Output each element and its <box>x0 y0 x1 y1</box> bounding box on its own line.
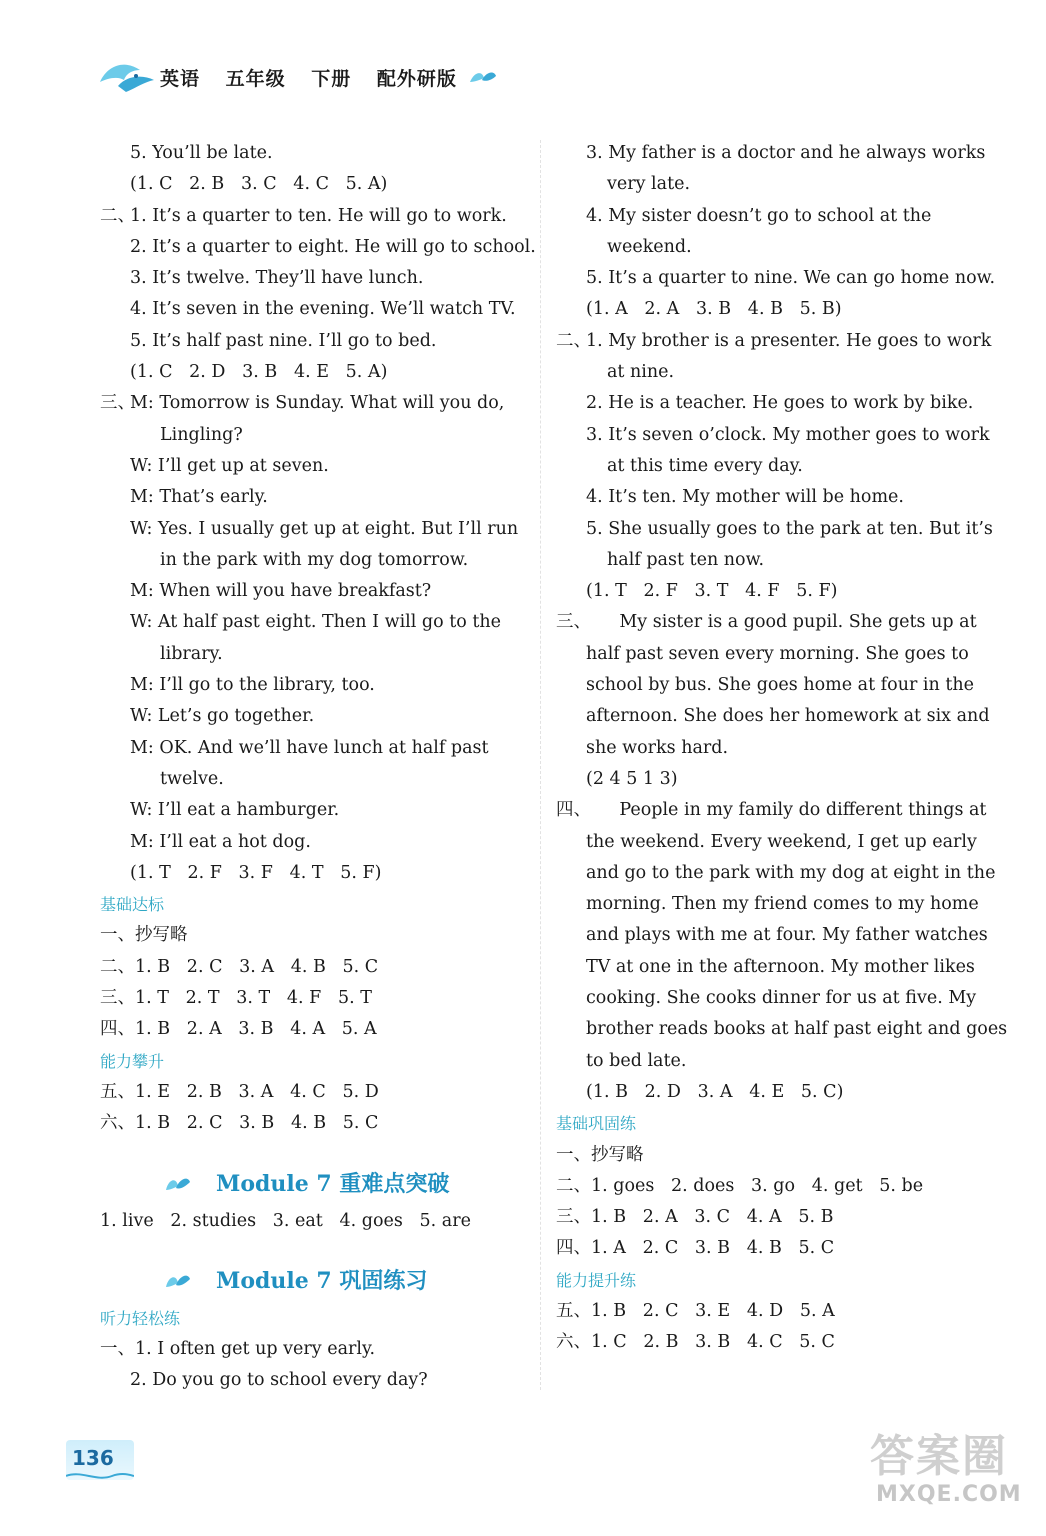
answer-text: 二、1. goes 2. does 3. go 4. get 5. be <box>556 1175 924 1196</box>
answer-line <box>100 733 525 764</box>
answer-line <box>100 920 525 951</box>
answer-text: 5. You’ll be late. <box>130 143 273 163</box>
bird-logo-icon <box>96 56 156 98</box>
answer-line <box>100 169 525 200</box>
answer-text: 4. It’s ten. My mother will be home. <box>586 487 904 508</box>
answer-line <box>100 827 525 858</box>
right-column <box>556 138 1008 1359</box>
answer-line <box>556 607 980 638</box>
answer-line <box>556 482 980 513</box>
answer-text: 四、1. A 2. C 3. B 4. B 5. C <box>556 1238 835 1259</box>
question-label: 二、 <box>556 330 591 351</box>
answer-line <box>556 1202 980 1233</box>
answer-line <box>556 952 980 983</box>
answer-line <box>100 357 525 388</box>
answer-text: 五、1. E 2. B 3. A 4. C 5. D <box>100 1081 379 1102</box>
answer-line <box>556 1046 980 1077</box>
answer-line <box>100 263 525 294</box>
answer-text: 5. It’s half past nine. I’ll go to bed. <box>130 330 437 351</box>
answer-text: M: OK. And we’ll have lunch at half past <box>130 737 489 758</box>
answer-text: 三、1. B 2. A 3. C 4. A 5. B <box>556 1207 834 1228</box>
question-label: 二、 <box>100 205 135 226</box>
answer-text: library. <box>160 643 223 664</box>
answer-text: 2. Do you go to school every day? <box>130 1370 428 1391</box>
module-heading-text: Module 7 重难点突破 <box>216 1170 450 1197</box>
answer-line <box>100 1334 525 1365</box>
answer-line <box>556 326 992 357</box>
answer-line <box>556 545 980 576</box>
answer-line <box>100 545 525 576</box>
answer-text: M: I’ll eat a hot dog. <box>130 831 311 852</box>
answer-text: 2. He is a teacher. He goes to work by bike. <box>586 393 974 414</box>
module-heading <box>100 1259 525 1303</box>
book-title <box>160 64 475 91</box>
page-number: 136 <box>72 1446 114 1470</box>
column-divider <box>540 140 541 1390</box>
grade: 五年级 <box>225 68 286 90</box>
answer-line <box>556 576 980 607</box>
answer-text: W: Yes. I usually get up at eight. But I’ll run <box>130 518 519 539</box>
answer-text: (2 4 5 1 3) <box>586 768 678 789</box>
answer-text: half past ten now. <box>607 549 765 570</box>
answer-line <box>100 420 525 451</box>
answer-line <box>556 451 980 482</box>
answer-text: (1. C 2. D 3. B 4. E 5. A) <box>130 362 388 383</box>
answer-line <box>556 858 996 889</box>
answer-text: brother reads books at half past eight and goes <box>586 1019 1008 1040</box>
subject: 英语 <box>160 68 201 90</box>
answer-line <box>100 983 525 1014</box>
answer-text: M: That’s early. <box>130 487 268 508</box>
answer-text: M: I’ll go to the library, too. <box>130 675 375 696</box>
answer-line <box>556 201 980 232</box>
answer-text: at nine. <box>607 362 675 383</box>
answer-text: (1. T 2. F 3. T 4. F 5. F) <box>586 581 838 602</box>
watermark-url: MXQE.COM <box>876 1482 1022 1507</box>
answer-text: 六、1. B 2. C 3. B 4. B 5. C <box>100 1113 379 1134</box>
answer-text: she works hard. <box>586 737 729 758</box>
question-label: 三、 <box>556 612 591 633</box>
answer-text: at this time every day. <box>607 455 803 476</box>
answer-text: 三、1. T 2. T 3. T 4. F 5. T <box>100 988 372 1009</box>
question-label: 三、 <box>100 393 135 414</box>
answer-text: W: I’ll eat a hamburger. <box>130 800 340 821</box>
answer-line <box>556 1140 980 1171</box>
answer-line <box>556 1233 980 1264</box>
answer-line <box>100 607 525 638</box>
answer-line <box>556 1327 980 1358</box>
answer-text: very late. <box>607 174 691 195</box>
answer-text: 二、1. B 2. C 3. A 4. B 5. C <box>100 956 379 977</box>
answer-text: Lingling? <box>160 424 243 445</box>
answer-text: 5. It’s a quarter to nine. We can go home now. <box>586 268 996 289</box>
answer-text: 1. My brother is a presenter. He goes to work <box>586 330 992 351</box>
wave-ornament-icon <box>66 1470 134 1482</box>
answer-text: half past seven every morning. She goes to <box>586 643 969 664</box>
answer-line <box>556 232 980 263</box>
answer-line <box>556 357 980 388</box>
answer-line <box>556 920 988 951</box>
answer-line <box>100 232 536 263</box>
answer-text: (1. A 2. A 3. B 4. B 5. B) <box>586 299 842 320</box>
answer-line <box>100 1077 525 1108</box>
leaf-icon <box>164 1174 192 1194</box>
section-label: 基础巩固练 <box>556 1114 637 1134</box>
answer-line <box>100 388 525 419</box>
answer-text: 一、抄写略 <box>556 1144 644 1165</box>
answer-text: 1. live 2. studies 3. eat 4. goes 5. are <box>100 1210 471 1231</box>
answer-line <box>556 420 990 451</box>
answer-line <box>556 795 987 826</box>
answer-text: My sister is a good pupil. She gets up at <box>586 612 977 633</box>
answer-line <box>100 795 525 826</box>
answer-text: 四、1. B 2. A 3. B 4. A 5. A <box>100 1019 377 1040</box>
answer-line <box>556 889 980 920</box>
section-label: 能力提升练 <box>556 1270 637 1290</box>
answer-line <box>556 639 980 670</box>
left-column <box>100 138 536 1397</box>
answer-text: 3. My father is a doctor and he always works <box>586 143 986 163</box>
answer-line <box>556 169 980 200</box>
answer-text: and go to the park with my dog at eight in the <box>586 862 996 883</box>
answer-text: weekend. <box>607 236 692 257</box>
answer-text: in the park with my dog tomorrow. <box>160 549 469 570</box>
answer-text: school by bus. She goes home at four in the <box>586 675 974 696</box>
answer-text: W: Let’s go together. <box>130 706 315 727</box>
answer-text: (1. C 2. B 3. C 4. C 5. A) <box>130 174 388 195</box>
watermark <box>870 1420 1020 1520</box>
answer-text: 2. It’s a quarter to eight. He will go to school. <box>130 236 536 257</box>
answer-text: 4. My sister doesn’t go to school at the <box>586 205 932 226</box>
spacer <box>100 1140 525 1162</box>
answer-text: 六、1. C 2. B 3. B 4. C 5. C <box>556 1332 835 1353</box>
answer-text: the weekend. Every weekend, I get up early <box>586 831 977 852</box>
section-label: 基础达标 <box>100 895 165 915</box>
answer-line <box>100 201 525 232</box>
answer-text: 3. It’s twelve. They’ll have lunch. <box>130 268 424 289</box>
answer-text: W: At half past eight. Then I will go to the <box>130 612 502 633</box>
answer-line <box>556 1077 980 1108</box>
answer-line <box>100 576 525 607</box>
answer-line <box>556 827 980 858</box>
answer-line <box>556 701 990 732</box>
answer-line <box>100 451 525 482</box>
answer-text: M: When will you have breakfast? <box>130 581 432 602</box>
answer-line <box>100 1108 525 1139</box>
answer-line <box>100 1365 525 1396</box>
answer-line <box>556 733 980 764</box>
answer-text: 1. It’s a quarter to ten. He will go to work. <box>130 205 507 226</box>
answer-text: to bed late. <box>586 1050 687 1071</box>
answer-line <box>100 858 525 889</box>
answer-line <box>556 388 980 419</box>
answer-text: 4. It’s seven in the evening. We’ll watch TV. <box>130 299 516 320</box>
spacer <box>100 1237 525 1259</box>
answer-line <box>556 514 993 545</box>
leaf-ornament-icon <box>468 68 498 88</box>
answer-line <box>556 138 986 169</box>
answer-text: 五、1. B 2. C 3. E 4. D 5. A <box>556 1300 835 1321</box>
answer-line <box>100 294 525 325</box>
answer-text: afternoon. She does her homework at six and <box>586 706 990 727</box>
answer-line <box>100 326 525 357</box>
answer-line <box>556 263 996 294</box>
answer-line <box>100 701 525 732</box>
answer-line <box>556 1014 1008 1045</box>
answer-line <box>100 952 525 983</box>
answer-text: morning. Then my friend comes to my home <box>586 894 979 915</box>
answer-text: W: I’ll get up at seven. <box>130 455 329 476</box>
answer-text: 一、1. I often get up very early. <box>100 1339 376 1360</box>
answer-line <box>100 482 525 513</box>
answer-line <box>100 514 525 545</box>
answer-text: twelve. <box>160 768 224 789</box>
volume: 下册 <box>311 68 352 90</box>
watermark-logo-text: 答案圈 <box>870 1431 1008 1482</box>
answer-line <box>100 764 525 795</box>
answer-text: and plays with me at four. My father watches <box>586 925 988 946</box>
page-number-badge <box>66 1440 134 1480</box>
answer-line <box>556 294 980 325</box>
answer-line <box>556 1171 980 1202</box>
answer-line <box>100 1206 525 1237</box>
answer-text: People in my family do different things at <box>586 800 987 821</box>
edition: 配外研版 <box>376 68 457 90</box>
module-heading <box>100 1162 525 1206</box>
answer-line <box>100 670 525 701</box>
answer-text: 3. It’s seven o’clock. My mother goes to work <box>586 424 990 445</box>
answer-text: 一、抄写略 <box>100 925 188 946</box>
answer-line <box>100 138 525 169</box>
answer-line <box>100 1014 525 1045</box>
answer-line <box>556 1296 980 1327</box>
section-label: 听力轻松练 <box>100 1308 181 1328</box>
answer-text: 5. She usually goes to the park at ten. But it’s <box>586 518 993 539</box>
answer-text: (1. T 2. F 3. F 4. T 5. F) <box>130 862 382 883</box>
answer-line <box>556 764 980 795</box>
answer-text: cooking. She cooks dinner for us at five. My <box>586 988 977 1009</box>
module-heading-text: Module 7 巩固练习 <box>216 1267 428 1294</box>
section-label: 能力攀升 <box>100 1051 165 1071</box>
answer-text: M: Tomorrow is Sunday. What will you do, <box>130 393 505 414</box>
answer-text: (1. B 2. D 3. A 4. E 5. C) <box>586 1081 844 1102</box>
answer-line <box>556 670 980 701</box>
answer-text: TV at one in the afternoon. My mother likes <box>586 956 975 977</box>
page-header <box>96 56 536 100</box>
question-label: 四、 <box>556 800 591 821</box>
answer-line <box>100 639 525 670</box>
leaf-icon <box>164 1271 192 1291</box>
answer-line <box>556 983 980 1014</box>
